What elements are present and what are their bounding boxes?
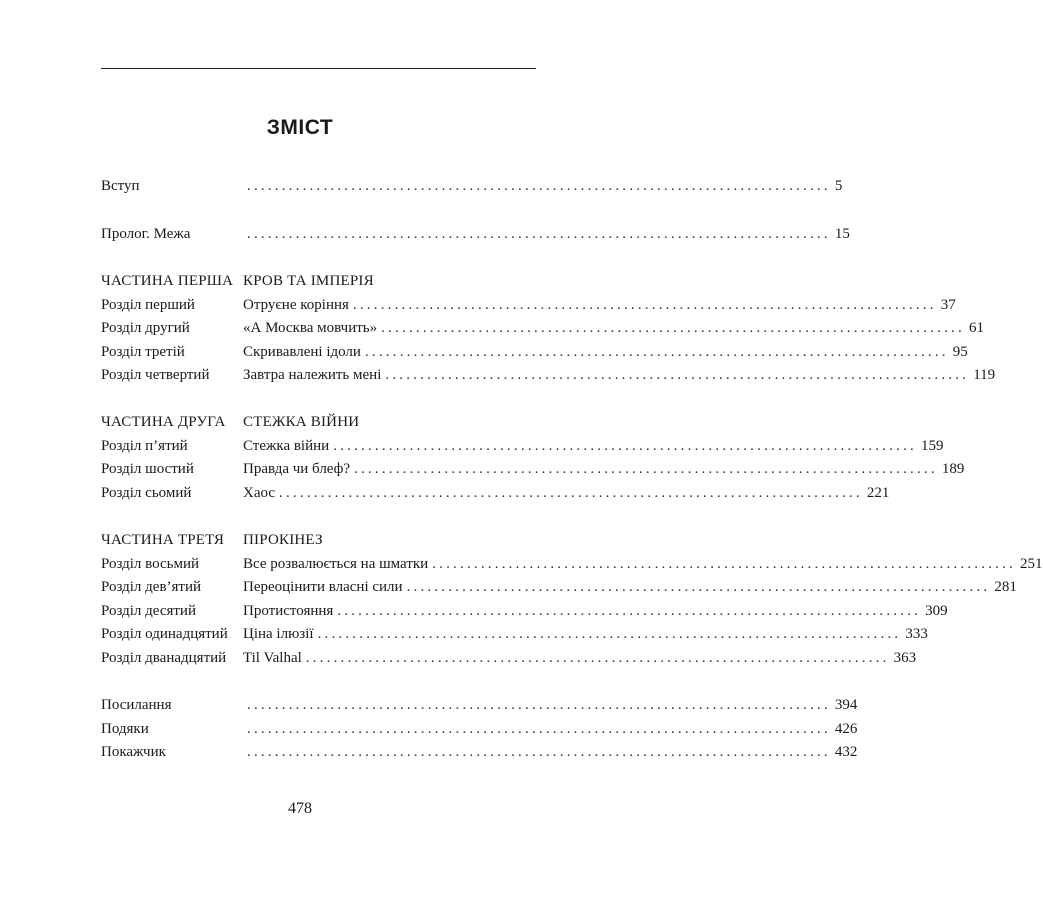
entry-label: Вступ — [101, 178, 140, 194]
entry-label: Покажчик — [101, 744, 166, 760]
entry-page: 394 — [834, 697, 858, 713]
entry-label: Розділ восьмий — [101, 556, 200, 572]
entry-page: 119 — [973, 367, 996, 383]
entry-label: Посилання — [101, 697, 172, 713]
entry-title: Правда чи блеф? — [243, 461, 351, 477]
toc-entry-chapter-11[interactable] — [101, 623, 928, 645]
entry-title: «А Москва мовчить» — [243, 320, 378, 336]
top-rule — [101, 68, 536, 69]
dot-leader: .................................................................................... — [364, 344, 949, 360]
entry-label: Розділ дев’ятий — [101, 579, 202, 595]
toc-entry-references[interactable] — [101, 694, 858, 716]
toc-entry-prologue[interactable] — [101, 223, 850, 245]
entry-page: 95 — [952, 344, 968, 360]
entry-label: Подяки — [101, 721, 149, 737]
dot-leader: .................................................................................... — [337, 603, 922, 619]
dot-leader: .................................................................................... — [305, 650, 890, 666]
toc-entry-acknowledgements[interactable] — [101, 718, 858, 740]
entry-title: Протистояння — [243, 603, 334, 619]
entry-page: 15 — [834, 226, 850, 242]
toc-entry-chapter-10[interactable] — [101, 600, 948, 622]
toc-entry-index[interactable] — [101, 741, 858, 763]
entry-title: Хаос — [243, 485, 276, 501]
entry-label: Розділ другий — [101, 320, 190, 336]
entry-page: 309 — [925, 603, 948, 619]
part-label: ЧАСТИНА ТРЕТЯ — [101, 532, 225, 548]
dot-leader: .................................................................................... — [432, 556, 1017, 572]
entry-page: 426 — [834, 721, 858, 737]
dot-leader: .................................................................................... — [352, 297, 937, 313]
entry-page: 221 — [866, 485, 890, 501]
entry-label: Розділ одинадцятий — [101, 626, 228, 642]
entry-page: 61 — [968, 320, 984, 336]
toc-entry-chapter-2[interactable] — [101, 317, 984, 339]
dot-leader: .................................................................................... — [381, 320, 965, 336]
entry-label: Розділ шостий — [101, 461, 194, 477]
entry-label: Розділ п’ятий — [101, 438, 188, 454]
toc-heading: ЗМІСТ — [266, 116, 334, 139]
dot-leader: .................................................................................... — [247, 744, 831, 760]
dot-leader: .................................................................................... — [385, 367, 970, 383]
toc-entry-chapter-1[interactable] — [101, 294, 956, 316]
entry-page: 251 — [1020, 556, 1043, 572]
toc-entry-chapter-3[interactable] — [101, 341, 968, 363]
entry-title: Завтра належить мені — [243, 367, 382, 383]
toc-entry-chapter-12[interactable] — [101, 647, 917, 669]
entry-label: Розділ десятий — [101, 603, 196, 619]
toc-part-3 — [101, 529, 536, 551]
entry-page: 363 — [893, 650, 917, 666]
entry-page: 432 — [834, 744, 858, 760]
page-number: 478 — [288, 800, 312, 817]
entry-page: 5 — [834, 178, 843, 194]
toc-part-1 — [101, 270, 536, 292]
part-title: СТЕЖКА ВІЙНИ — [243, 414, 360, 430]
entry-title: Стежка війни — [243, 438, 330, 454]
entry-title: Скривавлені ідоли — [243, 344, 361, 360]
entry-page: 37 — [940, 297, 956, 313]
entry-title: Ціна ілюзії — [243, 626, 314, 642]
dot-leader: .................................................................................... — [247, 697, 831, 713]
toc-entry-chapter-7[interactable] — [101, 482, 890, 504]
toc-entry-chapter-6[interactable] — [101, 458, 965, 480]
entry-title: Til Valhal — [243, 650, 302, 666]
dot-leader: .................................................................................... — [279, 485, 863, 501]
toc-part-2 — [101, 411, 536, 433]
entry-page: 189 — [941, 461, 965, 477]
dot-leader: .................................................................................... — [354, 461, 938, 477]
dot-leader: .................................................................................... — [333, 438, 917, 454]
entry-title: Отруєне коріння — [243, 297, 349, 313]
toc-entry-chapter-5[interactable] — [101, 435, 944, 457]
entry-page: 281 — [994, 579, 1017, 595]
entry-label: Розділ сьомий — [101, 485, 192, 501]
dot-leader: .................................................................................... — [247, 178, 831, 194]
toc-entry-chapter-8[interactable] — [101, 553, 1043, 575]
entry-page: 333 — [905, 626, 928, 642]
part-label: ЧАСТИНА ДРУГА — [101, 414, 226, 430]
dot-leader: .................................................................................... — [247, 226, 831, 242]
entry-page: 159 — [921, 438, 944, 454]
entry-label: Пролог. Межа — [101, 226, 191, 242]
part-title: КРОВ ТА ІМПЕРІЯ — [243, 273, 374, 289]
entry-label: Розділ перший — [101, 297, 195, 313]
part-title: ПІРОКІНЕЗ — [243, 532, 323, 548]
dot-leader: .................................................................................... — [406, 579, 991, 595]
entry-title: Все розвалюється на шматки — [243, 556, 429, 572]
toc-entry-chapter-9[interactable] — [101, 576, 1017, 598]
toc-entry-intro[interactable] — [101, 175, 843, 197]
part-label: ЧАСТИНА ПЕРША — [101, 273, 234, 289]
dot-leader: .................................................................................... — [317, 626, 902, 642]
entry-label: Розділ третій — [101, 344, 185, 360]
entry-label: Розділ дванадцятий — [101, 650, 227, 666]
entry-title: Переоцінити власні сили — [243, 579, 403, 595]
entry-label: Розділ четвертий — [101, 367, 210, 383]
toc-entry-chapter-4[interactable] — [101, 364, 996, 386]
dot-leader: .................................................................................... — [247, 721, 831, 737]
